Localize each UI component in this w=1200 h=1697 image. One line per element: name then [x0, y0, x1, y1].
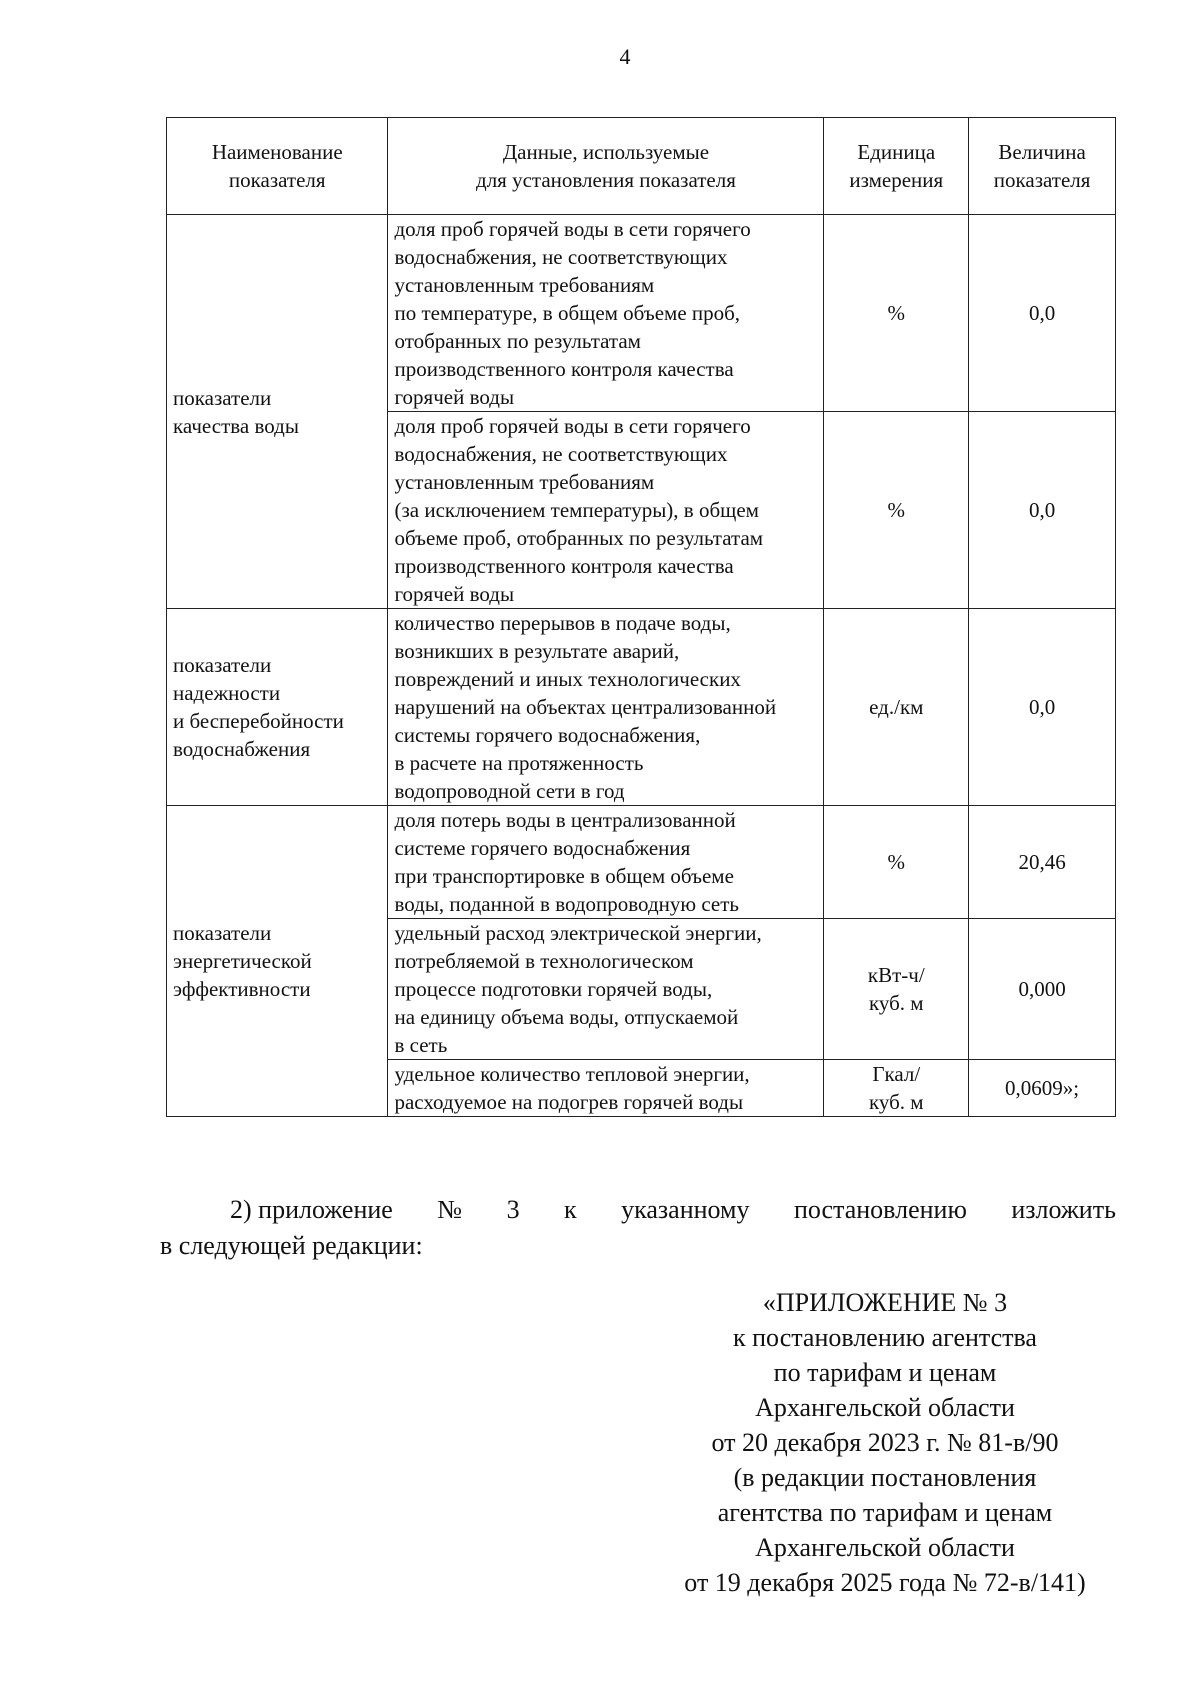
amendment-word: 3: [506, 1195, 520, 1224]
group-name-line: показатели: [173, 921, 272, 945]
unit-cell: [824, 609, 969, 806]
value-cell: 0,0: [969, 609, 1116, 806]
amendment-second-line: в следующей редакции:: [160, 1231, 423, 1260]
indicator-group-name: [167, 609, 388, 806]
table-row: [167, 806, 1116, 919]
table-header-row: [167, 118, 1116, 215]
indicator-data-cell: [388, 806, 824, 919]
data-line: горячей воды: [394, 385, 515, 409]
data-line: в сеть: [394, 1033, 448, 1057]
unit-cell: [824, 806, 969, 919]
data-line: водоснабжения, не соответствующих: [394, 442, 728, 466]
header-line: Величина: [998, 140, 1086, 164]
page-number: 4: [619, 44, 631, 69]
header-line: Данные, используемые: [502, 140, 710, 164]
group-name-line: эффективности: [173, 977, 311, 1001]
amendment-word: указанному: [621, 1195, 750, 1224]
unit-cell: [824, 1060, 969, 1117]
amendment-first-line: [160, 1192, 1116, 1228]
data-line: количество перерывов в подаче воды,: [394, 611, 731, 635]
data-line: отобранных по результатам: [394, 329, 641, 353]
data-line: возникших в результате аварий,: [394, 639, 680, 663]
value-cell: 0,0: [969, 412, 1116, 609]
annex-heading-line: Архангельской области: [755, 1533, 1015, 1562]
indicators-table: [166, 117, 1116, 1117]
table-body: [167, 215, 1116, 1117]
unit-line: кВт-ч/: [867, 963, 925, 987]
data-line: по температуре, в общем объеме проб,: [394, 301, 741, 325]
annex-heading-line: Архангельской области: [755, 1393, 1015, 1422]
data-line: удельное количество тепловой энергии,: [394, 1062, 750, 1086]
annex-heading-line: (в редакции постановления: [733, 1463, 1037, 1492]
annex-heading-line: от 20 декабря 2023 г. № 81-в/90: [711, 1428, 1059, 1457]
header-line: Единица: [857, 140, 936, 164]
data-line: в расчете на протяженность: [394, 751, 644, 775]
data-line: водопроводной сети в год: [394, 779, 625, 803]
indicator-group-name: [167, 806, 388, 1117]
data-line: нарушений на объектах централизованной: [394, 695, 777, 719]
annex-heading-line: к постановлению агентства: [733, 1323, 1037, 1352]
unit-line: ед./км: [869, 695, 924, 719]
group-name-line: качества воды: [173, 413, 299, 438]
unit-line: %: [887, 301, 906, 325]
annex-heading-line: по тарифам и ценам: [773, 1358, 997, 1387]
group-name-line: и бесперебойности: [173, 709, 344, 733]
amendment-word: постановлению: [793, 1195, 967, 1224]
data-line: процессе подготовки горячей воды,: [394, 977, 713, 1001]
header-line: измерения: [849, 168, 944, 192]
annex-heading: [600, 1285, 1170, 1600]
data-line: водоснабжения, не соответствующих: [394, 245, 728, 269]
annex-heading-line: от 19 декабря 2025 года № 72-в/141): [684, 1568, 1086, 1597]
indicator-data-cell: [388, 919, 824, 1060]
header-value: [969, 118, 1116, 215]
value-cell: 0,0609»;: [969, 1060, 1116, 1117]
data-line: системы горячего водоснабжения,: [394, 723, 701, 747]
group-name-line: надежности: [173, 681, 281, 705]
unit-cell: [824, 919, 969, 1060]
data-line: воды, поданной в водопроводную сеть: [394, 892, 739, 916]
group-name-line: показатели: [173, 385, 272, 410]
data-line: доля потерь воды в централизованной: [394, 808, 736, 832]
data-line: установленным требованиям: [394, 273, 655, 297]
annex-heading-line: агентства по тарифам и ценам: [717, 1498, 1053, 1527]
indicator-data-cell: [388, 215, 824, 412]
data-line: производственного контроля качества: [394, 357, 734, 381]
data-line: горячей воды: [394, 582, 515, 606]
indicator-data-cell: [388, 412, 824, 609]
data-line: доля проб горячей воды в сети горячего: [394, 414, 751, 438]
header-line: показателя: [228, 168, 326, 192]
data-line: при транспортировке в общем объеме: [394, 864, 734, 888]
amendment-word: изложить: [1011, 1195, 1116, 1224]
header-line: показателя: [993, 168, 1091, 192]
unit-line: куб. м: [868, 991, 924, 1015]
unit-line: Гкал/: [872, 1062, 921, 1086]
value-cell: 0,000: [969, 919, 1116, 1060]
unit-line: куб. м: [868, 1090, 924, 1114]
data-line: на единицу объема воды, отпускаемой: [394, 1005, 739, 1029]
unit-cell: [824, 412, 969, 609]
unit-line: %: [887, 498, 906, 522]
value-cell: 0,0: [969, 215, 1116, 412]
data-line: производственного контроля качества: [394, 554, 734, 578]
table-row: [167, 609, 1116, 806]
group-name-line: водоснабжения: [173, 737, 311, 761]
header-indicator-name: [167, 118, 388, 215]
header-line: для установления показателя: [476, 168, 736, 192]
value-cell: 20,46: [969, 806, 1116, 919]
data-line: удельный расход электрической энергии,: [394, 921, 762, 945]
amendment-word: №: [437, 1195, 463, 1224]
indicator-data-cell: [388, 1060, 824, 1117]
data-line: объеме проб, отобранных по результатам: [394, 526, 764, 550]
data-line: доля проб горячей воды в сети горячего: [394, 217, 751, 241]
unit-line: %: [887, 850, 906, 874]
data-line: потребляемой в технологическом: [394, 949, 694, 973]
unit-cell: [824, 215, 969, 412]
data-line: (за исключением температуры), в общем: [394, 498, 759, 522]
group-name-line: энергетической: [173, 949, 312, 973]
amendment-paragraph: [160, 1192, 1116, 1264]
data-line: установленным требованиям: [394, 470, 655, 494]
amendment-word: к: [564, 1195, 577, 1224]
table-row: [167, 215, 1116, 412]
indicator-group-name: [167, 215, 388, 609]
header-data-used: [388, 118, 824, 215]
indicator-data-cell: [388, 609, 824, 806]
header-unit: [824, 118, 969, 215]
data-line: повреждений и иных технологических: [394, 667, 741, 691]
header-line: Наименование: [211, 140, 343, 164]
annex-heading-line: «ПРИЛОЖЕНИЕ № 3: [762, 1288, 1008, 1317]
data-line: системе горячего водоснабжения: [394, 836, 691, 860]
amendment-word: 2) приложение: [230, 1195, 393, 1224]
group-name-line: показатели: [173, 653, 272, 677]
data-line: расходуемое на подогрев горячей воды: [394, 1090, 744, 1114]
